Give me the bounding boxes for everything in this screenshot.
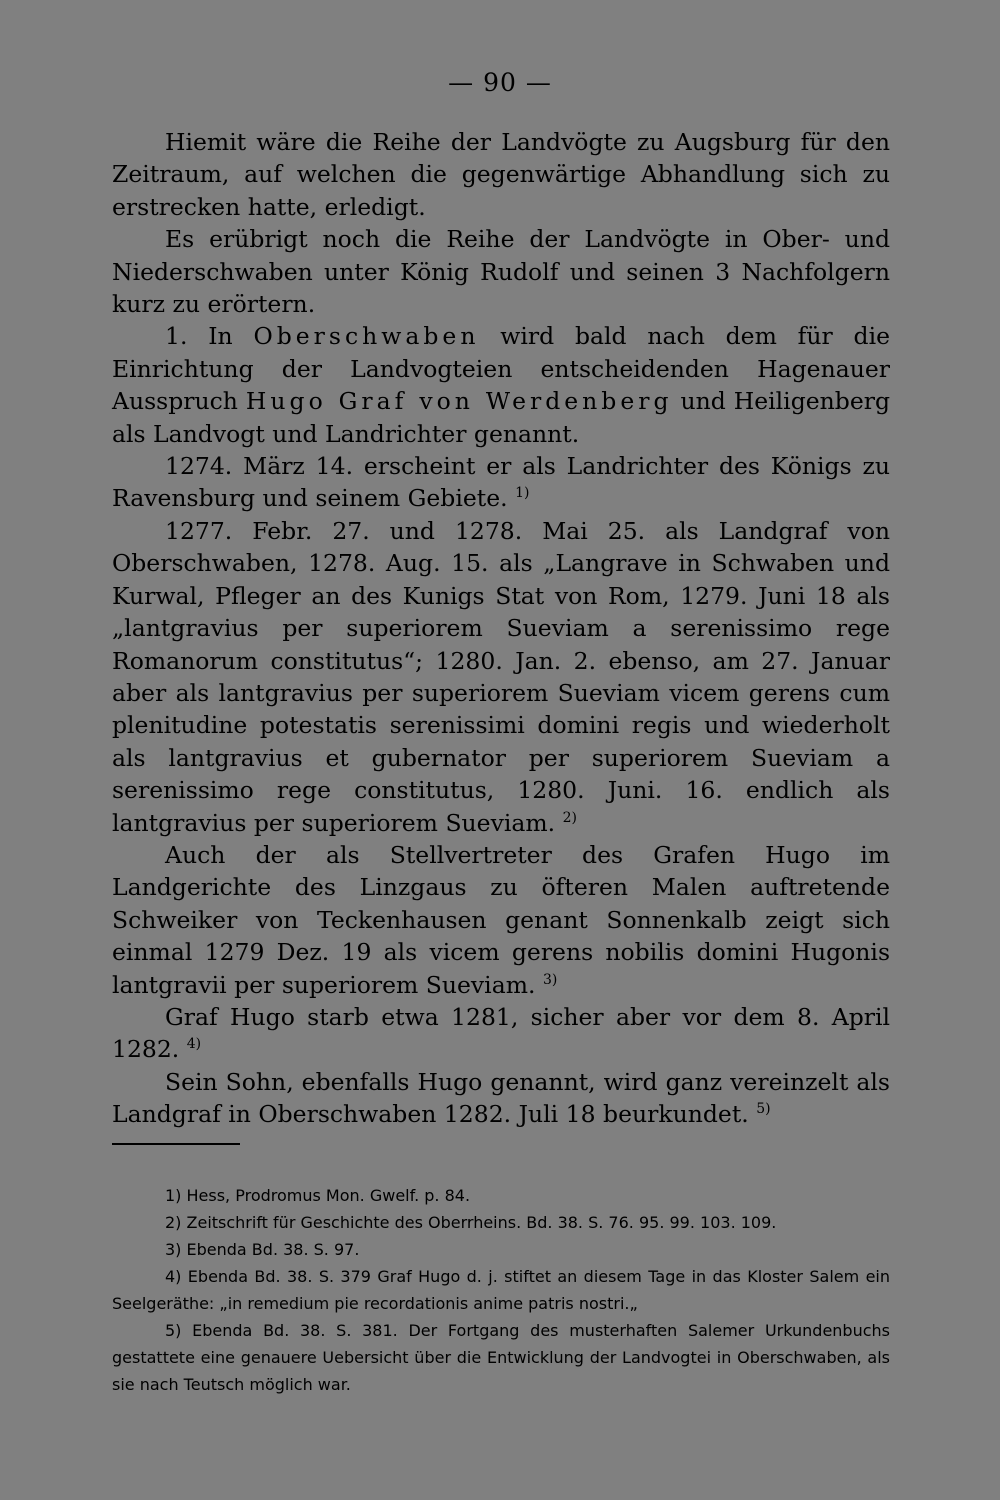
footnote-ref-1: 1) xyxy=(515,485,530,502)
spaced-name-hugo-graf-von-werdenberg: Hugo Graf von Werdenberg xyxy=(245,387,673,416)
paragraph-1: Hiemit wäre die Reihe der Landvögte zu Augsburg für den Zeitraum, auf welchen die gegenwärtige Abhandlung sich zu erstrecken hatte, erledigt. xyxy=(112,128,890,221)
paragraph-3-start: 1. In xyxy=(165,322,254,351)
paragraph-5 xyxy=(112,515,890,839)
footnote-ref-3: 3) xyxy=(542,971,558,988)
paragraph-3 xyxy=(112,320,890,450)
paragraph-4 xyxy=(112,450,890,515)
paragraph-8-text: Sein Sohn, ebenfalls Hugo genannt, wird ganz vereinzelt als Landgraf in Oberschwaben 1282. Juli 18 beurkundet. xyxy=(112,1067,890,1129)
footnote-1: 1) Hess, Prodromus Mon. Gwelf. p. 84. xyxy=(165,1186,471,1205)
paragraph-3-middle: wird bald nach dem für die Einrichtung der Landvogteien entscheidenden Hagenauer Ausspruch xyxy=(112,322,890,416)
paragraph-5-text: 1277. Febr. 27. und 1278. Mai 25. als Landgraf von Oberschwaben, 1278. Aug. 15. als „Langrave in Schwaben und Kurwal, Pfleger an des Kunigs Stat von Rom, 1279. Juni 18 als „lantgravius per superiorem Sueviam a serenissimo rege Romanorum constitutus“; 1280. Jan. 2. ebenso, am 27. Januar aber als lantgravius per superiorem Sueviam vicem gerens cum plenitudine potestatis serenissimi domini regis und wiederholt als lantgravius et gubernator per superiorem Sueviam a serenissimo rege constitutus, 1280. Juni. 16. endlich als lantgravius per superiorem Sueviam. xyxy=(112,516,890,837)
page-number: — 90 — xyxy=(448,68,552,97)
footnote-ref-2: 2) xyxy=(562,809,577,826)
paragraph-4-text: 1274. März 14. erscheint er als Landrichter des Königs zu Ravensburg und seinem Gebiete. xyxy=(112,452,890,513)
footnote-ref-4: 4) xyxy=(186,1036,202,1053)
footnote-5: 5) Ebenda Bd. 38. S. 381. Der Fortgang des musterhaften Salemer Urkundenbuchs gestattete eine genauere Uebersicht über die Entwicklung der Landvogtei in Oberschwaben, als sie nach Teutsch möglich war. xyxy=(112,1321,890,1394)
paragraph-7 xyxy=(112,1001,890,1066)
paragraph-8 xyxy=(112,1066,890,1131)
main-text xyxy=(112,126,890,1131)
paragraph-6-text: Auch der als Stellvertreter des Grafen Hugo im Landgerichte des Linzgaus zu öfteren Malen auftretende Schweiker von Teckenhausen genant Sonnenkalb zeigt sich einmal 1279 Dez. 19 als vicem gerens nobilis domini Hugonis lantgravii per superiorem Sueviam. xyxy=(112,840,890,999)
paragraph-7-text: Graf Hugo starb etwa 1281, sicher aber vor dem 8. April 1282. xyxy=(112,1002,890,1064)
footnote-3: 3) Ebenda Bd. 38. S. 97. xyxy=(165,1240,360,1259)
spaced-term-oberschwaben: Oberschwaben xyxy=(253,322,480,351)
footnote-4: 4) Ebenda Bd. 38. S. 379 Graf Hugo d. j. stiftet an diesem Tage in das Kloster Salem ein Seelgeräthe: „in remedium pie recordationis anime patris nostri.„ xyxy=(112,1267,890,1313)
paragraph-3-end: und Heiligenberg als Landvogt und Landrichter genannt. xyxy=(112,387,891,448)
paragraph-2: Es erübrigt noch die Reihe der Landvögte in Ober- und Niederschwaben unter König Rudolf und seinen 3 Nachfolgern kurz zu erörtern. xyxy=(112,225,890,319)
paragraph-6 xyxy=(112,839,890,1001)
footnote-2: 2) Zeitschrift für Geschichte des Oberrheins. Bd. 38. S. 76. 95. 99. 103. 109. xyxy=(165,1213,777,1232)
footnotes xyxy=(112,1182,890,1398)
footnote-ref-5: 5) xyxy=(756,1101,771,1118)
footnote-separator xyxy=(112,1143,240,1145)
